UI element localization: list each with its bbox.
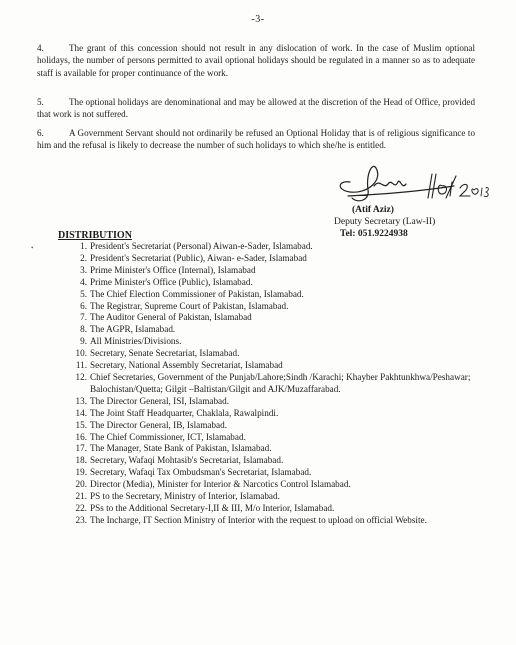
- distribution-item: [73, 467, 493, 479]
- distribution-item-text: The AGPR, Islamabad.: [90, 324, 176, 335]
- signature-block: [322, 160, 502, 239]
- distribution-item-text: President's Secretariat (Personal) Aiwan-e-Sader, Islamabad.: [90, 241, 313, 251]
- distribution-item: [73, 301, 493, 313]
- distribution-item: [73, 408, 493, 420]
- paragraph-text: The grant of this concession should not result in any dislocation of work. In the case of Muslim optional holidays, the number of persons permitted to avail optional holidays should be regulated in a manner so as to adequate staff is available for proper continuance of the work.: [37, 43, 475, 78]
- distribution-item-text: The Registrar, Supreme Court of Pakistan, Islamabad.: [90, 300, 289, 311]
- signatory-name: (Atif Aziz): [352, 205, 394, 215]
- distribution-item-text: The Manager, State Bank of Pakistan, Islamabad.: [90, 443, 272, 454]
- distribution-item-text: The Incharge, IT Section Ministry of Interior with the request to upload on official Website.: [90, 514, 427, 525]
- paragraph-6: [37, 127, 475, 152]
- distribution-item-text: The Chief Commissioner, ICT, Islamabad.: [90, 431, 246, 442]
- paragraph-text: The optional holidays are denominational and may be allowed at the discretion of the Head of Office, provided that work is not suffered.: [37, 97, 475, 120]
- distribution-item-number: 4 .: [70, 277, 90, 289]
- distribution-item-number: 23 .: [70, 515, 90, 527]
- distribution-item-number: 1 .: [70, 241, 90, 253]
- distribution-item-text: Secretary, National Assembly Secretariat, Islamabad: [90, 360, 283, 371]
- distribution-item-number: 14 .: [70, 408, 90, 420]
- distribution-item-number: 20 .: [70, 479, 90, 491]
- distribution-item-number: 7 .: [70, 312, 90, 324]
- distribution-item: [73, 503, 493, 515]
- distribution-item: [73, 372, 493, 396]
- distribution-item: [73, 515, 493, 527]
- distribution-item-number: 12 .: [70, 372, 90, 384]
- distribution-item: [73, 479, 493, 491]
- distribution-item: [73, 455, 493, 467]
- distribution-item-number: 8 .: [70, 324, 90, 336]
- paragraph-5: [37, 96, 475, 121]
- paragraph-number: 4.: [37, 43, 44, 53]
- distribution-item-number: 22 .: [70, 503, 90, 515]
- distribution-item-number: 13 .: [70, 396, 90, 408]
- distribution-item: [73, 265, 493, 277]
- distribution-list: [73, 241, 493, 527]
- distribution-item-number: 21 .: [70, 491, 90, 503]
- distribution-item-text: Chief Secretaries, Government of the Punjab/Lahore;Sindh /Karachi; Khayber Pakhtunkhwa/Peshawar; Balochistan/Quetta; Gilgit –Baltistan/Gilgit and AJK/Muzaffarabad.: [90, 371, 471, 394]
- distribution-item: [73, 443, 493, 455]
- distribution-item-number: 11 .: [70, 360, 90, 372]
- distribution-item-text: All Ministries/Divisions.: [90, 336, 182, 347]
- distribution-item-number: 18 .: [70, 455, 90, 467]
- signatory-telephone: Tel: 051.9224938: [340, 229, 408, 239]
- distribution-item-text: Secretary, Wafaqi Tax Ombudsman's Secretariat, Islamabad.: [90, 467, 312, 478]
- distribution-heading: DISTRIBUTION: [58, 230, 132, 241]
- distribution-item: [73, 336, 493, 348]
- distribution-item: [73, 289, 493, 301]
- distribution-item-number: 2 .: [70, 253, 90, 265]
- distribution-item-number: 16 .: [70, 432, 90, 444]
- distribution-item-text: Prime Minister's Office (Public), Islamabad.: [90, 276, 253, 287]
- distribution-item-text: The Auditor General of Pakistan, Islamabad: [90, 312, 252, 323]
- distribution-item: [73, 420, 493, 432]
- paragraph-4: [37, 42, 475, 79]
- distribution-item-number: 6 .: [70, 301, 90, 313]
- signatory-title: Deputy Secretary (Law-II): [334, 217, 436, 227]
- margin-mark: •: [31, 244, 34, 252]
- distribution-item-number: 9 .: [70, 336, 90, 348]
- distribution-item-number: 17 .: [70, 443, 90, 455]
- distribution-item-text: The Chief Election Commissioner of Pakistan, Islamabad.: [90, 288, 304, 299]
- distribution-item: [73, 396, 493, 408]
- distribution-item: [73, 432, 493, 444]
- distribution-item-number: 10 .: [70, 348, 90, 360]
- distribution-item-number: 15 .: [70, 420, 90, 432]
- paragraph-text: A Government Servant should not ordinarily be refused an Optional Holiday that is of religious significance to him and the refusal is likely to decrease the number of such holidays to which she/he is entitled.: [37, 128, 475, 151]
- distribution-item-text: The Director General, ISI, Islamabad.: [90, 395, 230, 406]
- distribution-item: [73, 324, 493, 336]
- distribution-item-text: PSs to the Additional Secretary-I,II & III, M/o Interior, Islamabad.: [90, 502, 335, 513]
- distribution-item: [73, 312, 493, 324]
- distribution-item-number: 3 .: [70, 265, 90, 277]
- handwritten-signature: [328, 160, 498, 210]
- paragraph-number: 6.: [37, 128, 44, 138]
- distribution-item: [73, 241, 493, 253]
- paragraph-number: 5.: [37, 97, 44, 107]
- distribution-item-number: 5 .: [70, 289, 90, 301]
- distribution-item-number: 19 .: [70, 467, 90, 479]
- distribution-item-text: Director (Media), Minister for Interior & Narcotics Control Islamabad.: [90, 479, 351, 490]
- distribution-item: [73, 360, 493, 372]
- distribution-item-text: Prime Minister's Office (Internal), Islamabad: [90, 264, 256, 275]
- distribution-item-text: The Joint Staff Headquarter, Chaklala, Rawalpindi.: [90, 407, 279, 418]
- distribution-item-text: The Director General, IB, Islamabad.: [90, 419, 227, 430]
- page-number: -3-: [251, 14, 265, 25]
- distribution-item: [73, 253, 493, 265]
- distribution-item-text: Secretary, Wafaqi Mohtasib's Secretariat, Islamabad.: [90, 455, 284, 466]
- distribution-item: [73, 491, 493, 503]
- distribution-item-text: PS to the Secretary, Ministry of Interior, Islamabad.: [90, 491, 280, 502]
- distribution-item: [73, 277, 493, 289]
- distribution-item-text: Secretary, Senate Secretariat, Islamabad.: [90, 348, 240, 359]
- distribution-item: [73, 348, 493, 360]
- distribution-item-text: President's Secretariat (Public), Aiwan- e-Sader, Islamabad: [90, 252, 307, 263]
